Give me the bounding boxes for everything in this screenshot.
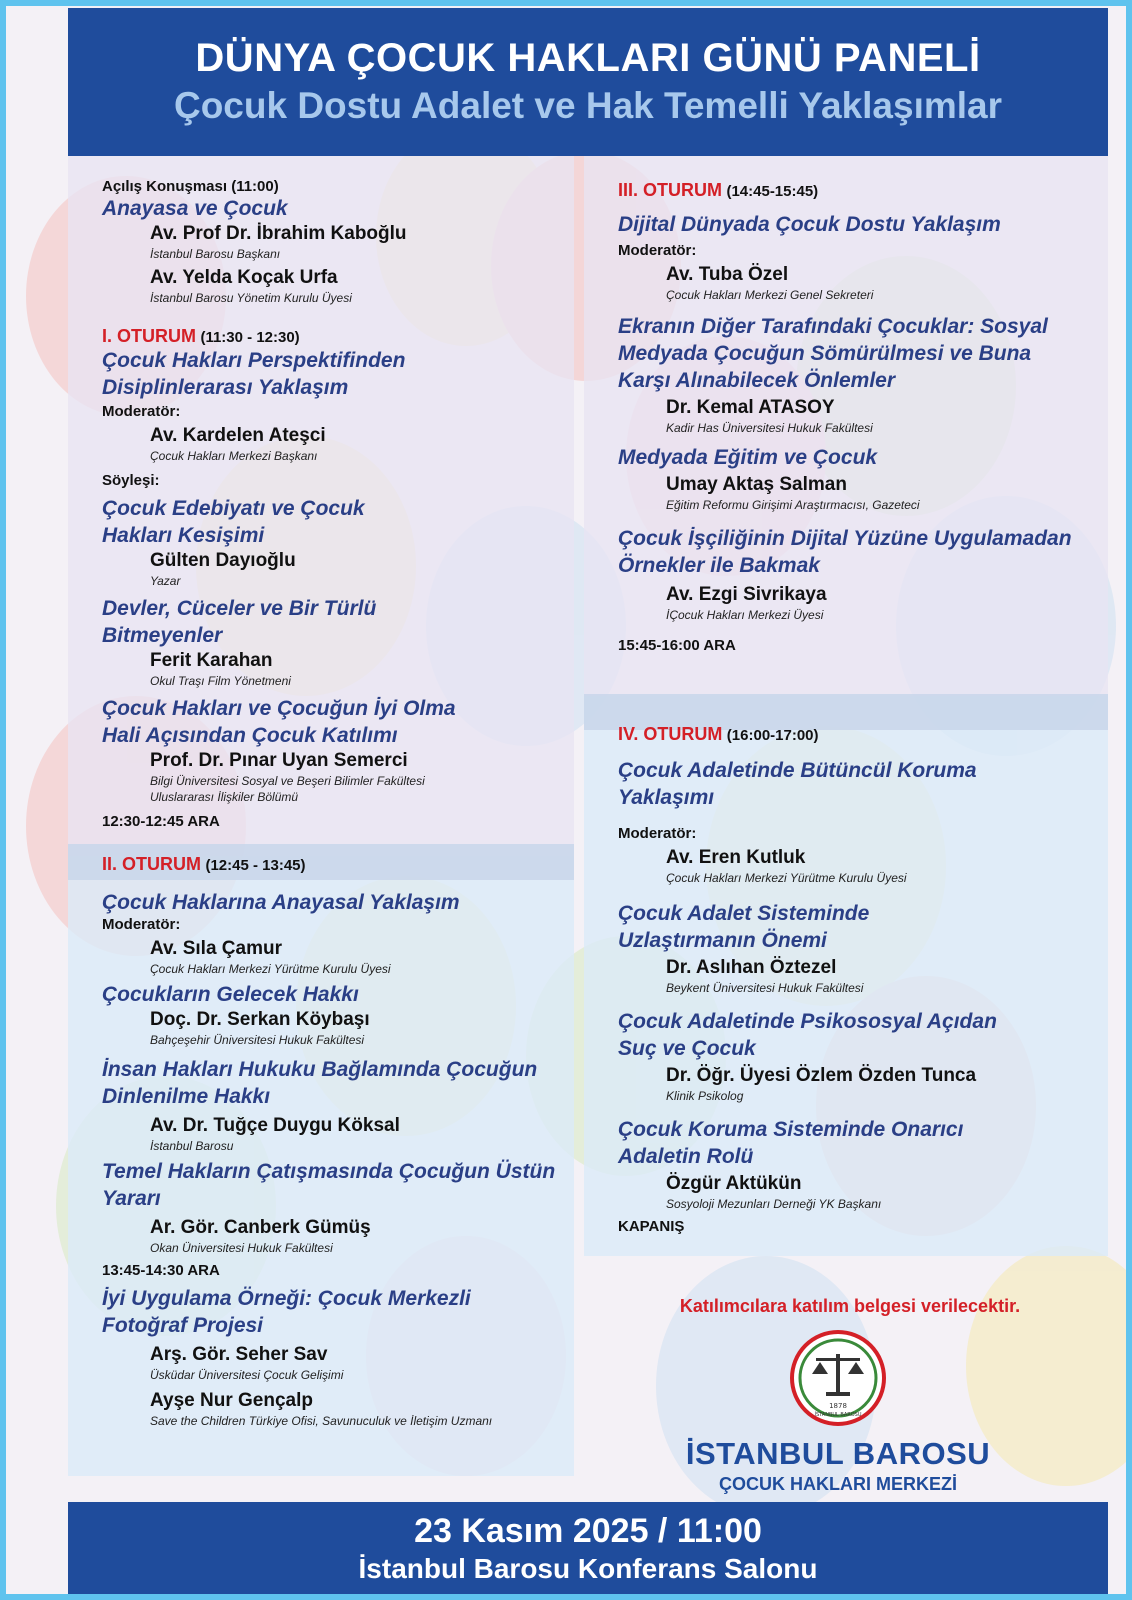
speaker-affiliation: İstanbul Barosu xyxy=(150,1139,234,1153)
talk-title: İyi Uygulama Örneği: Çocuk Merkezli xyxy=(102,1287,471,1310)
talk-title: Çocuk Adalet Sisteminde xyxy=(618,902,870,925)
talk-title-2: Hali Açısından Çocuk Katılımı xyxy=(102,724,398,747)
speaker-name: Dr. Aslıhan Öztezel xyxy=(666,957,837,978)
speaker-name: Dr. Kemal ATASOY xyxy=(666,397,835,418)
moderator-affiliation: Çocuk Hakları Merkezi Başkanı xyxy=(150,449,318,463)
talk-title-2: Medyada Çocuğun Sömürülmesi ve Buna xyxy=(618,342,1032,365)
speaker-affiliation: Eğitim Reformu Girişimi Araştırmacısı, Gazeteci xyxy=(666,498,920,512)
speaker-name: Ar. Gör. Canberk Gümüş xyxy=(150,1217,371,1238)
speaker-affiliation: Bilgi Üniversitesi Sosyal ve Beşeri Bilimler Fakültesi xyxy=(150,774,425,788)
session-3-block xyxy=(618,180,1072,654)
session-1-title-2: Disiplinlerarası Yaklaşım xyxy=(102,376,349,399)
poster-subtitle: Çocuk Dostu Adalet ve Hak Temelli Yaklaşımlar xyxy=(173,85,1003,126)
talk-title-2: Yararı xyxy=(102,1187,161,1210)
moderator-affiliation: Çocuk Hakları Merkezi Yürütme Kurulu Üyesi xyxy=(666,871,907,885)
talk-title: Çocuk İşçiliğinin Dijital Yüzüne Uygulamadan xyxy=(618,527,1072,550)
seal-text: İSTANBUL BAROSU xyxy=(814,1412,862,1418)
session-4-block xyxy=(618,724,997,1235)
break-label: 13:45-14:30 ARA xyxy=(102,1262,220,1279)
speaker-affiliation: Yazar xyxy=(150,574,181,588)
talk-title: Ekranın Diğer Tarafındaki Çocuklar: Sosyal xyxy=(618,315,1048,338)
session-1-name: I. OTURUM xyxy=(102,326,196,346)
speaker-name: Gülten Dayıoğlu xyxy=(150,550,296,571)
seal-year: 1878 xyxy=(829,1402,847,1410)
bar-name: İSTANBUL BAROSU xyxy=(685,1436,991,1471)
moderator-affiliation: Çocuk Hakları Merkezi Genel Sekreteri xyxy=(666,288,874,302)
talk-title-2: Uzlaştırmanın Önemi xyxy=(618,929,827,952)
speaker-affiliation: Kadir Has Üniversitesi Hukuk Fakültesi xyxy=(666,421,873,435)
moderator-name: Av. Tuba Özel xyxy=(666,264,789,285)
closing-label: KAPANIŞ xyxy=(618,1218,685,1235)
bar-logo xyxy=(678,1328,998,1495)
session-2-block xyxy=(102,854,555,1429)
speaker-name: Av. Ezgi Sivrikaya xyxy=(666,584,827,605)
speaker-name: Av. Dr. Tuğçe Duygu Köksal xyxy=(150,1115,400,1136)
talk-title: Devler, Cüceler ve Bir Türlü xyxy=(102,597,377,620)
speaker-affiliation: Bahçeşehir Üniversitesi Hukuk Fakültesi xyxy=(150,1033,365,1047)
session-2-name: II. OTURUM xyxy=(102,854,201,874)
break-label: 15:45-16:00 ARA xyxy=(618,637,736,654)
poster-header xyxy=(68,8,1108,156)
moderator-name: Av. Kardelen Ateşci xyxy=(150,425,326,446)
talk-title-3: Karşı Alınabilecek Önlemler xyxy=(618,369,896,392)
talk-title: Çocuk Adaletinde Psikososyal Açıdan xyxy=(618,1010,997,1033)
session-1-block xyxy=(102,326,456,830)
event-venue: İstanbul Barosu Konferans Salonu xyxy=(358,1553,818,1584)
session-4-title-2: Yaklaşımı xyxy=(618,786,715,809)
scales-of-justice-icon xyxy=(788,1328,888,1428)
break-label: 12:30-12:45 ARA xyxy=(102,813,220,830)
moderator-label: Moderatör: xyxy=(102,916,181,933)
speaker-name: Doç. Dr. Serkan Köybaşı xyxy=(150,1009,370,1030)
moderator-label: Moderatör: xyxy=(102,403,181,420)
opening-title: Anayasa ve Çocuk xyxy=(102,197,288,220)
talk-label: Söyleşi: xyxy=(102,472,160,489)
moderator-label: Moderatör: xyxy=(618,242,697,259)
session-4-time: (16:00-17:00) xyxy=(726,727,819,744)
event-date: 23 Kasım 2025 / 11:00 xyxy=(414,1512,762,1550)
session-2-time: (12:45 - 13:45) xyxy=(205,857,306,874)
talk-title: Çocuk Hakları ve Çocuğun İyi Olma xyxy=(102,697,456,720)
talk-title-2: Fotoğraf Projesi xyxy=(102,1314,264,1337)
speaker-affiliation: Okan Üniversitesi Hukuk Fakültesi xyxy=(150,1241,333,1255)
speaker-affiliation: İstanbul Barosu Başkanı xyxy=(150,247,281,261)
session-2-title: Çocuk Haklarına Anayasal Yaklaşım xyxy=(102,891,460,914)
moderator-name: Av. Sıla Çamur xyxy=(150,938,282,959)
opening-block xyxy=(102,178,407,306)
moderator-label: Moderatör: xyxy=(618,825,697,842)
speaker-affiliation: İÇocuk Hakları Merkezi Üyesi xyxy=(666,608,824,622)
poster-title: DÜNYA ÇOCUK HAKLARI GÜNÜ PANELİ xyxy=(195,36,981,80)
speaker-name: Prof. Dr. Pınar Uyan Semerci xyxy=(150,750,408,771)
speaker-affiliation: Save the Children Türkiye Ofisi, Savunuculuk ve İletişim Uzmanı xyxy=(150,1414,493,1428)
talk-title-2: Hakları Kesişimi xyxy=(102,524,265,547)
session-1-time: (11:30 - 12:30) xyxy=(200,329,300,346)
bar-center-name: ÇOCUK HAKLARI MERKEZİ xyxy=(719,1474,957,1494)
talk-title: Temel Hakların Çatışmasında Çocuğun Üstün xyxy=(102,1160,556,1183)
talk-title: Çocuk Koruma Sisteminde Onarıcı xyxy=(618,1118,964,1141)
moderator-name: Av. Eren Kutluk xyxy=(666,847,806,868)
session-3-time: (14:45-15:45) xyxy=(726,183,819,200)
talk-title: Çocuk Edebiyatı ve Çocuk xyxy=(102,497,365,520)
speaker-affiliation-2: Uluslararası İlişkiler Bölümü xyxy=(150,790,299,804)
talk-title-2: Dinlenilme Hakkı xyxy=(102,1085,271,1108)
opening-label: Açılış Konuşması (11:00) xyxy=(102,178,279,195)
speaker-affiliation: Beykent Üniversitesi Hukuk Fakültesi xyxy=(666,981,864,995)
speaker-name: Arş. Gör. Seher Sav xyxy=(150,1344,328,1365)
talk-title-2: Örnekler ile Bakmak xyxy=(618,554,820,577)
moderator-affiliation: Çocuk Hakları Merkezi Yürütme Kurulu Üyesi xyxy=(150,962,391,976)
speaker-name: Umay Aktaş Salman xyxy=(666,474,847,495)
session-3-name: III. OTURUM xyxy=(618,180,722,200)
session-4-title: Çocuk Adaletinde Bütüncül Koruma xyxy=(618,759,977,782)
talk-title-2: Adaletin Rolü xyxy=(618,1145,754,1168)
session-4-name: IV. OTURUM xyxy=(618,724,723,744)
speaker-affiliation: Klinik Psikolog xyxy=(666,1089,744,1103)
poster-footer xyxy=(68,1502,1108,1594)
speaker-name: Av. Prof Dr. İbrahim Kaboğlu xyxy=(150,223,407,244)
session-3-title: Dijital Dünyada Çocuk Dostu Yaklaşım xyxy=(618,213,1001,236)
session-1-title: Çocuk Hakları Perspektifinden xyxy=(102,349,406,372)
speaker-name: Dr. Öğr. Üyesi Özlem Özden Tunca xyxy=(666,1065,977,1086)
speaker-name: Av. Yelda Koçak Urfa xyxy=(150,267,338,288)
speaker-affiliation: Okul Traşı Film Yönetmeni xyxy=(150,674,291,688)
speaker-affiliation: İstanbul Barosu Yönetim Kurulu Üyesi xyxy=(150,291,352,305)
speaker-affiliation: Sosyoloji Mezunları Derneği YK Başkanı xyxy=(666,1197,882,1211)
certificate-notice: Katılımcılara katılım belgesi verilecektir. xyxy=(679,1296,1021,1316)
talk-title: İnsan Hakları Hukuku Bağlamında Çocuğun xyxy=(102,1058,538,1081)
speaker-name: Ayşe Nur Gençalp xyxy=(150,1390,313,1411)
talk-title-2: Suç ve Çocuk xyxy=(618,1037,756,1060)
talk-title: Çocukların Gelecek Hakkı xyxy=(102,983,359,1006)
talk-title: Medyada Eğitim ve Çocuk xyxy=(618,446,878,469)
speaker-name: Özgür Aktükün xyxy=(666,1173,802,1194)
talk-title-2: Bitmeyenler xyxy=(102,624,223,647)
speaker-name: Ferit Karahan xyxy=(150,650,273,671)
speaker-affiliation: Üsküdar Üniversitesi Çocuk Gelişimi xyxy=(150,1368,344,1382)
